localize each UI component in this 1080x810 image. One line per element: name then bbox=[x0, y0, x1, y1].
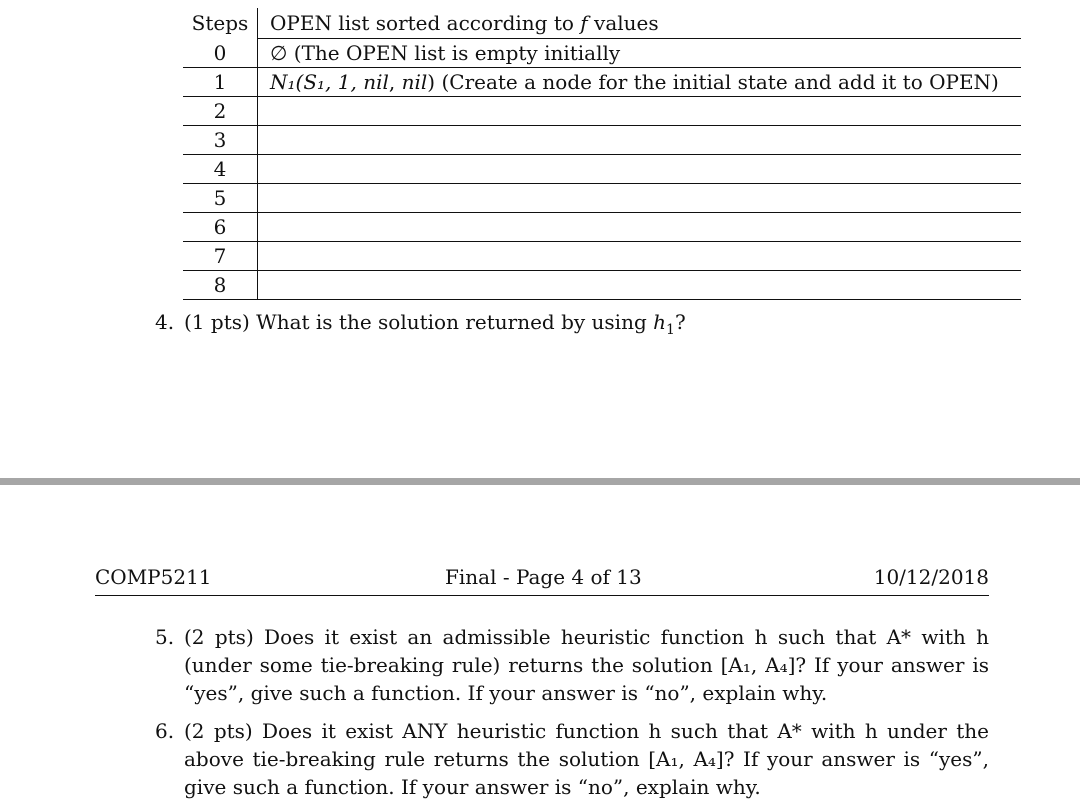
exam-date: 10/12/2018 bbox=[873, 565, 989, 589]
course-code: COMP5211 bbox=[95, 565, 212, 589]
step-cell: 1 bbox=[183, 68, 258, 97]
open-header-prefix: OPEN list sorted according to bbox=[270, 11, 581, 35]
step-cell: 2 bbox=[183, 97, 258, 126]
q4-var: h bbox=[653, 310, 667, 334]
page-number: Final - Page 4 of 13 bbox=[445, 565, 642, 589]
nil-1: nil bbox=[363, 70, 389, 94]
question-text: (2 pts) Does it exist an admissible heuristic function h such that A* with h (under some tie-breaking rule) returns the solution [A₁, A₄]? If your answer is “yes”, give such a function. If your answer is “no”, explain why. bbox=[184, 625, 989, 705]
step-cell: 3 bbox=[183, 126, 258, 155]
question-number: 5. bbox=[155, 625, 175, 649]
question-text bbox=[184, 308, 686, 344]
steps-header: Steps bbox=[183, 8, 258, 39]
step-cell: 0 bbox=[183, 39, 258, 68]
table-row bbox=[183, 126, 1021, 155]
step-cell: 4 bbox=[183, 155, 258, 184]
table-header-row bbox=[183, 8, 1021, 39]
step-cell: 8 bbox=[183, 271, 258, 300]
open-header-var: f bbox=[580, 11, 588, 35]
nil-sep: , bbox=[388, 70, 402, 94]
open-cell bbox=[258, 184, 1022, 213]
node-comment: ) (Create a node for the initial state and add it to OPEN) bbox=[427, 70, 999, 94]
open-cell bbox=[258, 155, 1022, 184]
open-cell bbox=[258, 97, 1022, 126]
open-cell bbox=[258, 126, 1022, 155]
q4-suffix: ? bbox=[674, 310, 686, 334]
page-divider bbox=[0, 478, 1080, 485]
open-cell bbox=[258, 213, 1022, 242]
open-cell bbox=[258, 242, 1022, 271]
question-number: 4. bbox=[155, 310, 175, 334]
table-row bbox=[183, 242, 1021, 271]
table-row bbox=[183, 39, 1021, 68]
open-header-suffix: values bbox=[587, 11, 659, 35]
step-cell: 7 bbox=[183, 242, 258, 271]
open-list-table bbox=[183, 8, 1021, 300]
open-cell bbox=[258, 68, 1022, 97]
exam-page-4 bbox=[0, 485, 1080, 810]
node-label: N₁(S₁, 1, bbox=[270, 70, 364, 94]
open-cell bbox=[258, 271, 1022, 300]
table-row bbox=[183, 213, 1021, 242]
step-cell: 6 bbox=[183, 213, 258, 242]
question-text: (2 pts) Does it exist ANY heuristic function h such that A* with h under the above tie-breaking rule returns the solution [A₁, A₄]? If your answer is “yes”, give such a function. If your answer is “no”, explain why. bbox=[184, 719, 989, 799]
table-row bbox=[183, 68, 1021, 97]
step-cell: 5 bbox=[183, 184, 258, 213]
q4-sub: 1 bbox=[666, 322, 675, 338]
table-row bbox=[183, 155, 1021, 184]
table-row bbox=[183, 97, 1021, 126]
open-list-header bbox=[258, 8, 1022, 39]
table-row bbox=[183, 184, 1021, 213]
table-row bbox=[183, 271, 1021, 300]
open-cell: ∅ (The OPEN list is empty initially bbox=[258, 39, 1022, 68]
q4-prefix: (1 pts) What is the solution returned by using bbox=[184, 310, 654, 334]
nil-2: nil bbox=[401, 70, 428, 94]
page-header bbox=[95, 565, 989, 596]
question-number: 6. bbox=[155, 719, 175, 743]
